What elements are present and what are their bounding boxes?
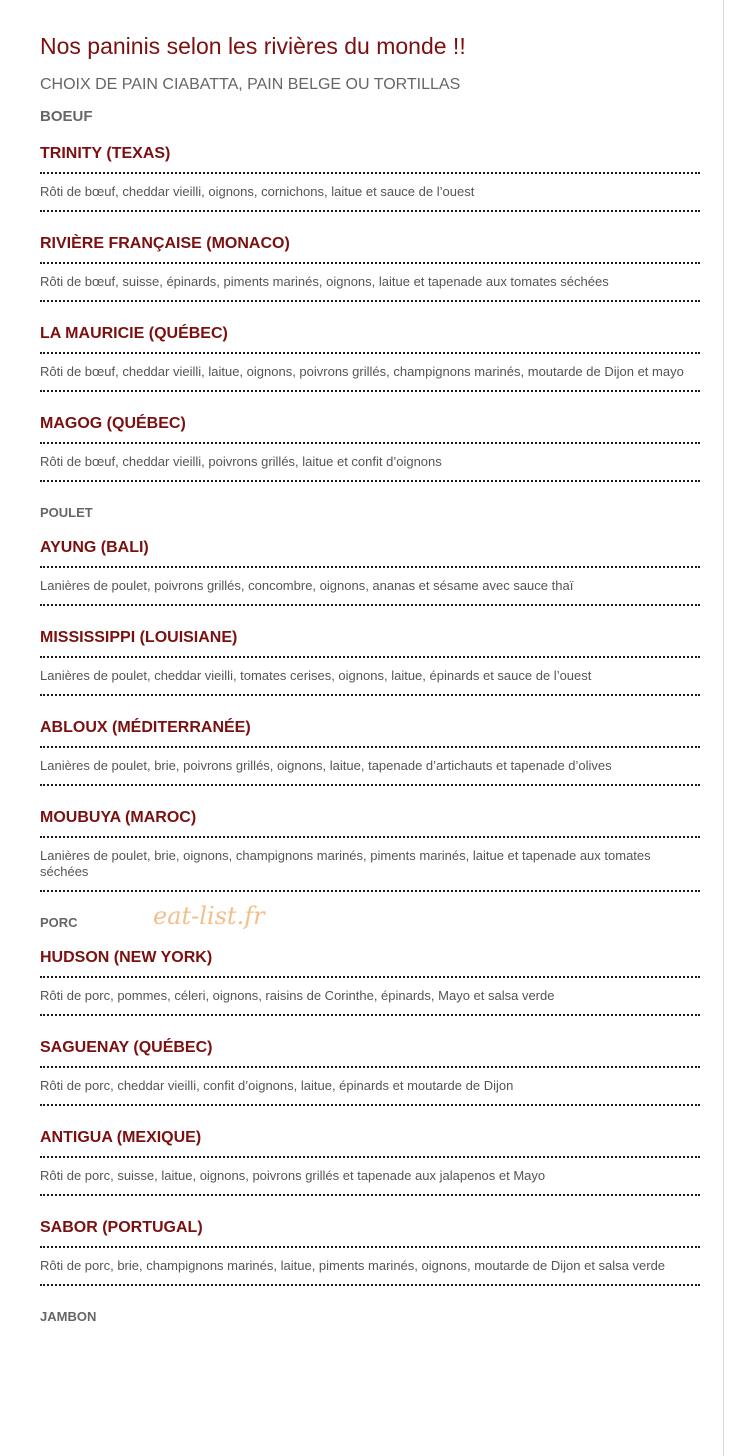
menu-item: [40, 144, 700, 212]
menu-item-name: MISSISSIPPI (LOUISIANE): [40, 629, 238, 646]
menu-item: [40, 538, 700, 606]
menu-item-name: MOUBUYA (MAROC): [40, 809, 197, 826]
category-heading: POULET: [40, 505, 93, 520]
menu-item: [40, 234, 700, 302]
menu-item-description: Rôti de bœuf, cheddar vieilli, poivrons grillés, laitue et confit d’oignons: [40, 442, 700, 482]
menu-item-description: Rôti de bœuf, cheddar vieilli, oignons, cornichons, laitue et sauce de l’ouest: [40, 172, 700, 212]
menu-item-name: HUDSON (NEW YORK): [40, 949, 213, 966]
menu-item-list: [40, 948, 700, 1286]
menu-item: [40, 1038, 700, 1106]
menu-item-list: [40, 538, 700, 892]
menu-sections: [40, 106, 700, 1326]
menu-item-name: RIVIÈRE FRANÇAISE (MONACO): [40, 235, 290, 252]
page-subtitle: CHOIX DE PAIN CIABATTA, PAIN BELGE OU TORTILLAS: [40, 76, 461, 93]
menu-item-name: AYUNG (BALI): [40, 539, 149, 556]
menu-item-name: ANTIGUA (MEXIQUE): [40, 1129, 202, 1146]
menu-item-description: Rôti de porc, cheddar vieilli, confit d’oignons, laitue, épinards et moutarde de Dijon: [40, 1066, 700, 1106]
menu-item-list: [40, 144, 700, 482]
menu-item: [40, 414, 700, 482]
menu-item: [40, 808, 700, 892]
menu-item: [40, 1218, 700, 1286]
menu-item-description: Lanières de poulet, brie, oignons, champignons marinés, piments marinés, laitue et tapenade aux tomates séchées: [40, 836, 700, 892]
menu-item-description: Rôti de porc, brie, champignons marinés, laitue, piments marinés, oignons, moutarde de Dijon et salsa verde: [40, 1246, 700, 1286]
menu-item: [40, 1128, 700, 1196]
menu-item: [40, 948, 700, 1016]
menu-item-name: SAGUENAY (QUÉBEC): [40, 1039, 213, 1056]
menu-item-description: Lanières de poulet, cheddar vieilli, tomates cerises, oignons, laitue, épinards et sauce de l’ouest: [40, 656, 700, 696]
menu-item: [40, 628, 700, 696]
category-heading: PORC: [40, 915, 78, 930]
category-heading: BOEUF: [40, 108, 93, 125]
menu-item-name: ABLOUX (MÉDITERRANÉE): [40, 719, 251, 736]
menu-item-description: Rôti de bœuf, suisse, épinards, piments marinés, oignons, laitue et tapenade aux tomates séchées: [40, 262, 700, 302]
menu-item: [40, 324, 700, 392]
menu-item-description: Rôti de porc, pommes, céleri, oignons, raisins de Corinthe, épinards, Mayo et salsa verde: [40, 976, 700, 1016]
menu-item-name: SABOR (PORTUGAL): [40, 1219, 203, 1236]
menu-item-description: Rôti de porc, suisse, laitue, oignons, poivrons grillés et tapenade aux jalapenos et Mayo: [40, 1156, 700, 1196]
menu-item-name: LA MAURICIE (QUÉBEC): [40, 325, 228, 342]
page-title: Nos paninis selon les rivières du monde !!: [40, 33, 466, 59]
category-heading: JAMBON: [40, 1309, 97, 1324]
page-edge-divider: [723, 0, 724, 1456]
menu-item-description: Rôti de bœuf, cheddar vieilli, laitue, oignons, poivrons grillés, champignons marinés, moutarde de Dijon et mayo: [40, 352, 700, 392]
menu-content: [40, 30, 700, 1326]
menu-item-description: Lanières de poulet, poivrons grillés, concombre, oignons, ananas et sésame avec sauce thaï: [40, 566, 700, 606]
watermark-logo: eat-list.fr: [153, 902, 265, 930]
menu-item-name: TRINITY (TEXAS): [40, 145, 171, 162]
menu-item-name: MAGOG (QUÉBEC): [40, 415, 186, 432]
menu-item-description: Lanières de poulet, brie, poivrons grillés, oignons, laitue, tapenade d’artichauts et tapenade d’olives: [40, 746, 700, 786]
menu-item: [40, 718, 700, 786]
